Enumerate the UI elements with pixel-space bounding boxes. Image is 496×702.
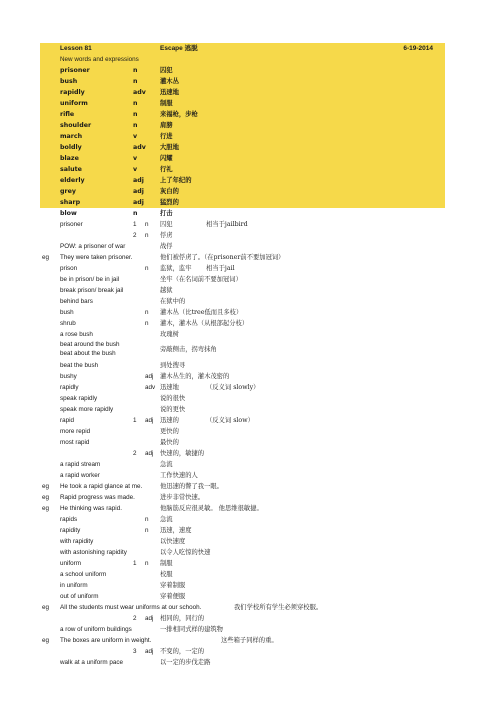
- vocab-row: [0, 186, 496, 197]
- note-phrase: more repid: [60, 428, 91, 435]
- note-meaning: 监狱，监牢: [160, 265, 192, 272]
- note-phrase: be in prison/ be in jail: [60, 276, 120, 283]
- note-row: [0, 371, 496, 382]
- note-phrase: a row of uniform buildings: [60, 626, 132, 633]
- note-phrase: rapidity: [60, 527, 81, 534]
- vocab-row: [0, 197, 496, 208]
- note-meaning: 穿着便服: [160, 593, 186, 600]
- vocab-word: bush: [60, 78, 78, 85]
- note-phrase: The boxes are uniform in weight.: [60, 637, 152, 644]
- vocab-word: uniform: [60, 100, 88, 107]
- note-row: [0, 514, 496, 525]
- vocab-meaning: 大胆地: [160, 144, 179, 151]
- note-meaning: 说的更快: [160, 406, 186, 413]
- vocab-pos: n: [133, 122, 138, 129]
- note-meaning: 俘虏: [160, 232, 173, 239]
- note-phrase: rapids: [60, 516, 78, 523]
- vocab-word: blaze: [60, 155, 79, 162]
- note-phrase: most rapid: [60, 439, 90, 446]
- note-row: [0, 635, 496, 646]
- note-meaning: 迅速的: [160, 417, 179, 424]
- vocab-pos: adv: [133, 89, 146, 96]
- note-meaning: 快速的，敏捷的: [160, 450, 205, 457]
- part-of-speech: n: [145, 232, 149, 239]
- vocab-word: blow: [60, 210, 77, 217]
- sense-number: 1: [133, 221, 137, 228]
- note-row: [0, 393, 496, 404]
- vocab-row: [0, 120, 496, 131]
- vocab-pos: adj: [133, 177, 144, 184]
- note-row: [0, 230, 496, 241]
- vocab-pos: n: [133, 111, 138, 118]
- vocab-pos: adj: [133, 199, 144, 206]
- vocab-word: sharp: [60, 199, 81, 206]
- vocab-meaning: 灌木丛: [160, 78, 179, 85]
- note-meaning: 灌木，灌木丛（从根部起分枝）: [160, 320, 249, 327]
- vocab-word: prisoner: [60, 67, 90, 74]
- note-phrase: prison: [60, 265, 78, 272]
- note-meaning: 我们学校所有学生必须穿校服。: [234, 604, 323, 611]
- note-row: [0, 448, 496, 459]
- note-row: [0, 646, 496, 657]
- vocab-title-row: [0, 54, 496, 65]
- vocab-pos: adv: [133, 144, 146, 151]
- vocab-pos: n: [133, 67, 138, 74]
- part-of-speech: n: [145, 560, 149, 567]
- note-phrase: a school uniform: [60, 571, 107, 578]
- note-phrase: a rose bush: [60, 331, 93, 338]
- note-meaning: 急流: [160, 461, 173, 468]
- note-row: [0, 470, 496, 481]
- note-meaning: 最快的: [160, 439, 179, 446]
- note-meaning: 工作快速的人: [160, 472, 198, 479]
- note-row: [0, 241, 496, 252]
- note-row: [0, 285, 496, 296]
- note-meaning: 迅速地: [160, 384, 179, 391]
- vocab-meaning: 来福枪，步枪: [160, 111, 198, 118]
- note-meaning: 迅速，速度: [160, 527, 192, 534]
- note-meaning: 他脑筋反应很灵敏。 他思维很敏捷。: [160, 505, 263, 512]
- note-row: [0, 481, 496, 492]
- vocab-pos: n: [133, 210, 138, 217]
- note-meaning: 这些箱子同样的重。: [221, 637, 278, 644]
- note-extra: （反义词 slowly）: [206, 384, 260, 391]
- note-phrase: He took a rapid glance at me.: [60, 483, 143, 490]
- example-marker: eg: [42, 505, 50, 512]
- note-phrase: POW: a prisoner of war: [60, 243, 126, 250]
- example-marker: eg: [42, 604, 50, 611]
- sense-number: 3: [133, 648, 137, 655]
- note-meaning: 一排相同式样的建筑物: [160, 626, 223, 633]
- note-row: [0, 591, 496, 602]
- note-phrase: rapidly: [60, 384, 79, 391]
- note-row: [0, 318, 496, 329]
- vocab-pos: v: [133, 133, 138, 140]
- example-marker: eg: [42, 483, 50, 490]
- note-row: [0, 657, 496, 668]
- note-phrase: with rapidity: [60, 538, 94, 545]
- note-meaning: 越狱: [160, 287, 173, 294]
- vocab-meaning: 上了年纪的: [160, 177, 192, 184]
- part-of-speech: adj: [145, 417, 154, 424]
- vocab-word: shoulder: [60, 122, 92, 129]
- vocab-row: [0, 142, 496, 153]
- note-row: [0, 613, 496, 624]
- note-row: [0, 415, 496, 426]
- note-meaning: 坐牢（在名词前不要加冠词）: [160, 276, 242, 283]
- note-row: [0, 274, 496, 285]
- note-meaning: 战俘: [160, 243, 173, 250]
- note-phrase: break prison/ break jail: [60, 287, 124, 294]
- note-meaning: 说的很快: [160, 395, 186, 402]
- sense-number: 1: [133, 560, 137, 567]
- vocab-row: [0, 164, 496, 175]
- note-meaning: 玫瑰树: [160, 331, 179, 338]
- part-of-speech: n: [145, 309, 149, 316]
- lesson-number: Lesson 81: [60, 45, 92, 52]
- note-meaning: 更快的: [160, 428, 179, 435]
- note-row: [0, 492, 496, 503]
- note-meaning: 他迅速的瞥了我一眼。: [160, 483, 223, 490]
- note-row: [0, 580, 496, 591]
- note-phrase: All the students must wear uniforms at our schooh.: [60, 604, 202, 611]
- sense-number: 1: [133, 417, 137, 424]
- vocab-pos: v: [133, 155, 138, 162]
- note-meaning: 灌木丛生的，灌木茂密的: [160, 373, 230, 380]
- note-row: [0, 426, 496, 437]
- note-row: [0, 525, 496, 536]
- vocab-pos: n: [133, 100, 138, 107]
- note-row: [0, 569, 496, 580]
- note-phrase: beat the bush: [60, 362, 99, 369]
- note-meaning: 他们被俘虏了。（在prisoner前不要加冠词）: [160, 254, 285, 261]
- vocab-meaning: 行进: [160, 133, 173, 140]
- note-row: [0, 307, 496, 318]
- vocab-word: salute: [60, 166, 82, 173]
- vocab-row: [0, 76, 496, 87]
- example-marker: eg: [42, 637, 50, 644]
- note-row: [0, 252, 496, 263]
- note-meaning: 旁敲侧击，拐弯抹角: [160, 346, 217, 353]
- note-row: [0, 296, 496, 307]
- note-phrase-alt: beat about the bush: [60, 350, 116, 357]
- note-meaning: 不变的，一定的: [160, 648, 205, 655]
- part-of-speech: n: [145, 516, 149, 523]
- note-extra: 相当于jailbird: [206, 221, 248, 228]
- vocab-meaning: 猛烈的: [160, 199, 179, 206]
- note-meaning: 以一定的步伐走路: [160, 659, 211, 666]
- note-phrase: out of uniform: [60, 593, 99, 600]
- part-of-speech: n: [145, 320, 149, 327]
- note-row: [0, 219, 496, 230]
- part-of-speech: adj: [145, 615, 154, 622]
- note-phrase: beat around the bush: [60, 341, 120, 348]
- lesson-header: [40, 43, 445, 54]
- part-of-speech: n: [145, 265, 149, 272]
- note-meaning: 进步非常快速。: [160, 494, 205, 501]
- note-phrase: behind bars: [60, 298, 93, 305]
- note-phrase: bushy: [60, 373, 77, 380]
- vocab-row: [0, 98, 496, 109]
- lesson-title: Escape 逃脱: [160, 45, 198, 52]
- note-meaning: 囚犯: [160, 221, 173, 228]
- vocab-row: [0, 131, 496, 142]
- vocab-word: grey: [60, 188, 76, 195]
- note-phrase: He thinking was rapid.: [60, 505, 122, 512]
- note-row: [0, 340, 496, 360]
- example-marker: eg: [42, 494, 50, 501]
- example-marker: eg: [42, 254, 50, 261]
- vocab-word: march: [60, 133, 83, 140]
- note-phrase: Rapid progress was made.: [60, 494, 135, 501]
- note-row: [0, 382, 496, 393]
- note-meaning: 以令人吃惊的快速: [160, 549, 211, 556]
- part-of-speech: n: [145, 527, 149, 534]
- sense-number: 2: [133, 450, 137, 457]
- vocab-meaning: 灰白的: [160, 188, 179, 195]
- note-phrase: shrub: [60, 320, 76, 327]
- note-meaning: 以快速度: [160, 538, 186, 545]
- note-row: [0, 558, 496, 569]
- note-row: [0, 503, 496, 514]
- note-phrase: They were taken prisoner.: [60, 254, 133, 261]
- note-phrase: prisoner: [60, 221, 83, 228]
- vocab-meaning: 行礼: [160, 166, 173, 173]
- part-of-speech: adj: [145, 450, 154, 457]
- vocab-row: [0, 65, 496, 76]
- note-phrase: bush: [60, 309, 74, 316]
- part-of-speech: n: [145, 221, 149, 228]
- note-meaning: 急流: [160, 516, 173, 523]
- part-of-speech: adj: [145, 373, 154, 380]
- note-phrase: a rapid stream: [60, 461, 101, 468]
- sense-number: 2: [133, 615, 137, 622]
- vocab-title: New words and expressions: [60, 56, 139, 63]
- vocab-row: [0, 153, 496, 164]
- vocab-meaning: 肩膀: [160, 122, 173, 129]
- vocab-pos: v: [133, 166, 138, 173]
- note-row: [0, 360, 496, 371]
- vocab-word: rapidly: [60, 89, 85, 96]
- note-row: [0, 547, 496, 558]
- note-phrase: speak rapidly: [60, 395, 98, 402]
- note-row: [0, 536, 496, 547]
- note-phrase: speak more rapidly: [60, 406, 114, 413]
- note-row: [0, 404, 496, 415]
- vocab-pos: n: [133, 78, 138, 85]
- vocab-row: [0, 175, 496, 186]
- note-meaning: 制服: [160, 560, 173, 567]
- part-of-speech: adj: [145, 648, 154, 655]
- note-meaning: 相同的，同行的: [160, 615, 205, 622]
- vocab-row: [0, 87, 496, 98]
- note-meaning: 校服: [160, 571, 173, 578]
- vocab-row: [0, 109, 496, 120]
- note-meaning: 灌木丛（比tree低而且多枝）: [160, 309, 243, 316]
- note-extra: （反义词 slow）: [206, 417, 254, 424]
- note-phrase: walk at a uniform pace: [60, 659, 123, 666]
- note-phrase: rapid: [60, 417, 75, 424]
- note-meaning: 穿着制服: [160, 582, 186, 589]
- lesson-date: 6-19-2014: [403, 45, 433, 52]
- vocab-pos: adj: [133, 188, 144, 195]
- vocab-meaning: 制服: [160, 100, 173, 107]
- vocab-word: elderly: [60, 177, 85, 184]
- note-phrase: in uniform: [60, 582, 88, 589]
- note-row: [0, 329, 496, 340]
- note-phrase: a rapid worker: [60, 472, 100, 479]
- note-extra: 相当于jail: [206, 265, 235, 272]
- note-phrase: with astonishing rapidity: [60, 549, 127, 556]
- vocab-row: [0, 208, 496, 219]
- part-of-speech: adv: [145, 384, 156, 391]
- note-meaning: 到处搜寻: [160, 362, 186, 369]
- note-meaning: 在狱中的: [160, 298, 186, 305]
- note-row: [0, 263, 496, 274]
- note-row: [0, 437, 496, 448]
- sense-number: 2: [133, 232, 137, 239]
- vocab-word: boldly: [60, 144, 82, 151]
- vocab-meaning: 打击: [160, 210, 173, 217]
- note-row: [0, 624, 496, 635]
- note-phrase: uniform: [60, 560, 81, 567]
- note-row: [0, 602, 496, 613]
- vocab-word: rifle: [60, 111, 75, 118]
- vocab-meaning: 迅速地: [160, 89, 179, 96]
- note-row: [0, 459, 496, 470]
- vocab-meaning: 囚犯: [160, 67, 173, 74]
- vocab-meaning: 闪耀: [160, 155, 173, 162]
